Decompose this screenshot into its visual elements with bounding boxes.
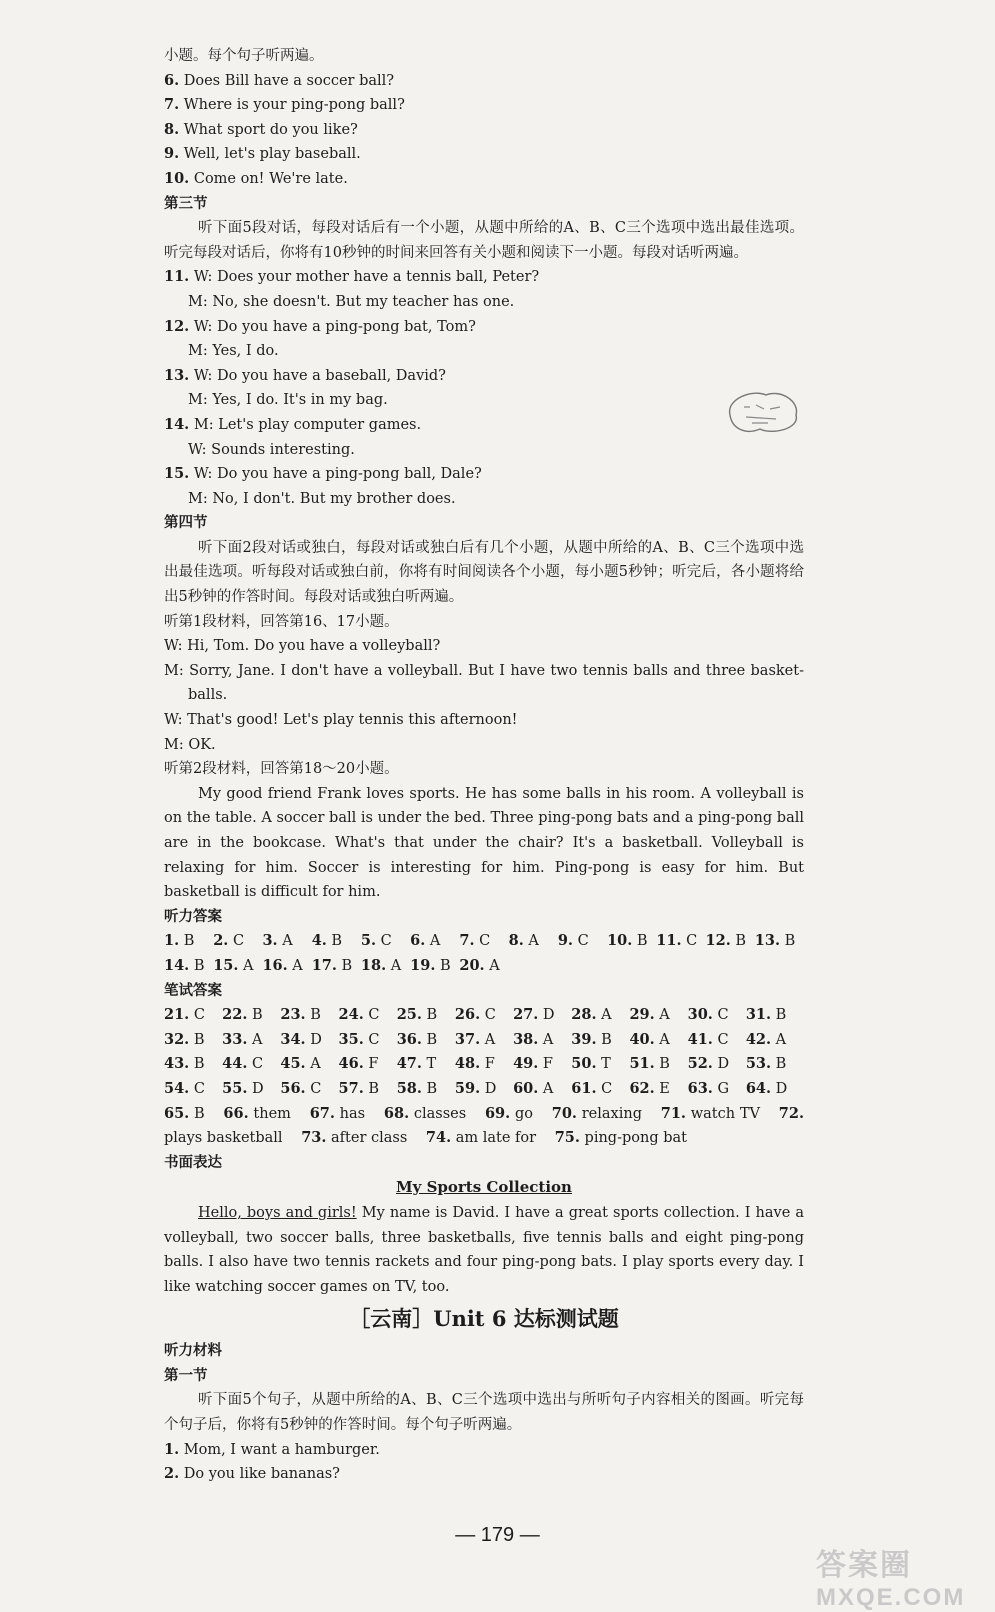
dialogue-line: W: Do you have a baseball, David?: [189, 367, 446, 384]
answer-value: A: [596, 1007, 612, 1024]
answer-number: 17.: [311, 956, 337, 974]
answer-item: [397, 1003, 455, 1028]
answer-value: C: [596, 1080, 613, 1097]
answer-number: 62.: [629, 1079, 655, 1097]
answer-number: 70.: [551, 1104, 577, 1122]
answer-value: B: [363, 1080, 380, 1097]
question-text: What sport do you like?: [179, 121, 358, 138]
answer-value: C: [681, 933, 698, 950]
monologue-text: My good friend Frank loves sports. He has some balls in his room. A volleyball is on the table. A soccer ball is under the bed. Three ping-pong bats and a ping-pong ball are in the bookcase. What's that under the chair? It's a basketball. Volleyball is relaxing for him. Soccer is interesting for him. Ping-pong is easy for him. But basketball is difficult for him.: [164, 785, 804, 901]
question-line: [164, 167, 804, 192]
section-instructions: 听下面2段对话或独白，每段对话或独白后有几个小题，从题中所给的A、B、C三个选项中选出最佳选项。听每段对话或独白前，你将有时间阅读各个小题，每小题5秒钟；听完后，各小题将给出5秒钟的作答时间。每段对话或独白听两遍。: [164, 539, 804, 606]
question-line: [164, 69, 804, 94]
answer-number: 56.: [280, 1079, 306, 1097]
essay-text: My name is David. I have a great sports collection. I have a volleyball, two soccer balls, three basketballs, five tennis balls and eight ping-pong balls. I also have two tennis rackets and four ping-pong bats. I play sports every day. I like watching soccer games on TV, too.: [164, 1204, 804, 1295]
answer-number: 44.: [222, 1055, 248, 1073]
answer-number: 42.: [745, 1030, 772, 1048]
answer-item: [361, 954, 410, 979]
answer-number: 37.: [454, 1030, 481, 1048]
question-number: 14.: [164, 415, 190, 433]
answer-number: 47.: [396, 1055, 422, 1073]
answer-value: A: [484, 957, 500, 974]
answer-value: B: [435, 957, 451, 974]
answer-item: [513, 1003, 571, 1028]
question-line: [164, 1462, 804, 1487]
answer-number: 59.: [454, 1079, 481, 1097]
essay-greeting: Hello, boys and girls!: [198, 1204, 357, 1221]
answer-value: D: [712, 1056, 730, 1073]
answer-value: C: [228, 933, 245, 950]
answer-value: C: [305, 1080, 322, 1097]
answer-value: B: [336, 957, 353, 974]
dialogue-line: M: Sorry, Jane. I don't have a volleyball. But I have two tennis balls and three basket-balls.: [164, 662, 804, 704]
question-line: [164, 142, 804, 167]
answer-number: 61.: [571, 1079, 597, 1097]
answer-value: A: [386, 957, 402, 974]
answer-value: B: [421, 1031, 438, 1048]
answer-number: 71.: [660, 1104, 686, 1122]
answer-number: 7.: [459, 932, 475, 950]
answer-number: 50.: [571, 1055, 597, 1073]
answer-value: C: [363, 1007, 380, 1024]
answer-value: B: [421, 1080, 438, 1097]
answer-value: A: [247, 1031, 263, 1048]
answer-value: C: [572, 933, 589, 950]
answer-item: [339, 1052, 397, 1077]
essay-title-line: [164, 1175, 804, 1201]
answer-item: [755, 929, 804, 954]
answer-number: 24.: [338, 1006, 364, 1024]
answer-value: A: [538, 1080, 554, 1097]
dialogue-line: M: OK.: [164, 736, 216, 753]
answer-item: [688, 1077, 746, 1102]
page-number: — 179 —: [455, 1524, 540, 1546]
answer-item: [339, 1077, 397, 1102]
essay-body: [164, 1201, 804, 1299]
answer-number: 19.: [410, 956, 436, 974]
answer-number: 27.: [513, 1006, 539, 1024]
answer-number: 58.: [396, 1079, 422, 1097]
answer-item: [629, 1028, 687, 1053]
dialogue-line: W: That's good! Let's play tennis this afternoon!: [164, 712, 518, 729]
dialogue-line: W: Sounds interesting.: [188, 441, 355, 458]
answer-item: [746, 1077, 804, 1102]
answer-value: watch TV: [685, 1105, 760, 1122]
answer-item: [280, 1052, 338, 1077]
answer-value: B: [326, 933, 343, 950]
answer-value: after class: [326, 1130, 408, 1147]
dialogue-line: M: No, I don't. But my brother does.: [188, 490, 456, 507]
answer-item: [688, 1003, 746, 1028]
answer-item: [262, 954, 311, 979]
question-text: Well, let's play baseball.: [179, 146, 361, 163]
answer-value: them: [248, 1105, 291, 1122]
answer-number: 1.: [164, 932, 180, 950]
answer-value: A: [654, 1007, 670, 1024]
answer-number: 15.: [213, 956, 239, 974]
question-line: [164, 1438, 804, 1463]
answer-item: [397, 1077, 455, 1102]
answer-number: 4.: [311, 932, 327, 950]
dialogue-line: M: Yes, I do.: [188, 343, 279, 360]
answer-item: [555, 1130, 687, 1146]
dialogue-15: [164, 462, 804, 511]
answer-value: B: [189, 1056, 205, 1073]
answer-item: [339, 1003, 397, 1028]
answer-number: 8.: [508, 932, 524, 950]
answer-item: [310, 1106, 365, 1122]
watermark-logo: [816, 1540, 965, 1612]
section-heading: 听力材料: [164, 1342, 222, 1360]
answer-item: [164, 1003, 222, 1028]
answer-number: 48.: [454, 1055, 481, 1073]
section-instructions: 听下面5段对话，每段对话后有一个小题，从题中所给的A、B、C三个选项中选出最佳选项。听完每段对话后，你将有10秒钟的时间来回答有关小题和阅读下一小题。每段对话听两遍。: [164, 220, 804, 261]
answer-value: go: [510, 1105, 533, 1122]
answer-number: 55.: [222, 1079, 248, 1097]
answer-number: 64.: [745, 1079, 772, 1097]
answer-value: A: [523, 933, 539, 950]
question-number: 9.: [164, 145, 180, 163]
answer-number: 9.: [557, 932, 573, 950]
answer-item: [164, 1052, 222, 1077]
answer-item: [455, 1077, 513, 1102]
answer-item: [455, 1003, 513, 1028]
question-number: 1.: [164, 1440, 180, 1458]
answer-item: [455, 1052, 513, 1077]
answer-value: B: [771, 1007, 787, 1024]
answer-value: C: [189, 1007, 205, 1024]
answer-item: [459, 929, 508, 954]
question-number: 7.: [164, 96, 180, 114]
answer-value: C: [363, 1031, 380, 1048]
answer-number: 65.: [164, 1104, 190, 1122]
answer-value: F: [538, 1056, 553, 1073]
answer-number: 12.: [705, 932, 731, 950]
answer-item: [552, 1106, 642, 1122]
answer-number: 23.: [280, 1006, 306, 1024]
answer-item: [397, 1052, 455, 1077]
dialogue-line: M: No, she doesn't. But my teacher has one.: [188, 293, 515, 310]
answer-number: 2.: [213, 932, 229, 950]
dialogue-line: W: Do you have a ping-pong ball, Dale?: [189, 466, 482, 483]
answer-number: 53.: [745, 1055, 772, 1073]
answer-number: 45.: [280, 1055, 306, 1073]
answer-item: [513, 1077, 571, 1102]
answer-item: [280, 1077, 338, 1102]
answer-number: 46.: [338, 1055, 364, 1073]
dialogue-line: W: Hi, Tom. Do you have a volleyball?: [164, 638, 441, 655]
answer-item: [164, 954, 213, 979]
answer-value: A: [654, 1031, 670, 1048]
answer-number: 52.: [687, 1055, 713, 1073]
answer-number: 16.: [262, 956, 288, 974]
answer-value: A: [277, 933, 293, 950]
answer-value: A: [480, 1031, 496, 1048]
answer-item: [455, 1028, 513, 1053]
answer-number: 28.: [571, 1006, 597, 1024]
written-answers: [164, 1003, 804, 1101]
answer-value: F: [480, 1056, 495, 1073]
answer-item: [459, 954, 508, 979]
essay-title: My Sports Collection: [396, 1178, 572, 1197]
answer-value: A: [287, 957, 303, 974]
dialogue-line: M: Yes, I do. It's in my bag.: [188, 392, 388, 409]
answer-value: F: [363, 1056, 379, 1073]
answer-value: C: [480, 1007, 496, 1024]
answer-value: B: [780, 933, 796, 950]
answer-number: 21.: [164, 1006, 190, 1024]
seal-stamp-icon: [722, 385, 802, 437]
answer-value: E: [654, 1080, 670, 1097]
answer-number: 49.: [513, 1055, 539, 1073]
answer-number: 66.: [223, 1104, 249, 1122]
answer-number: 39.: [571, 1030, 597, 1048]
answer-number: 43.: [164, 1055, 190, 1073]
dialogue-13: [164, 364, 804, 413]
answer-number: 36.: [396, 1030, 422, 1048]
answer-value: plays basketball: [164, 1130, 283, 1147]
answer-item: [513, 1028, 571, 1053]
answer-item: [222, 1052, 280, 1077]
answer-number: 22.: [222, 1006, 248, 1024]
answer-item: [213, 954, 262, 979]
answer-number: 54.: [164, 1079, 190, 1097]
answer-item: [262, 929, 311, 954]
answer-value: B: [421, 1007, 438, 1024]
answer-number: 73.: [301, 1129, 327, 1147]
answer-item: [746, 1052, 804, 1077]
answer-value: A: [425, 933, 441, 950]
answer-item: [222, 1003, 280, 1028]
question-text: Come on! We're late.: [189, 170, 348, 187]
answer-number: 63.: [687, 1079, 713, 1097]
answer-value: B: [632, 933, 648, 950]
answer-value: T: [421, 1056, 437, 1073]
answer-item: [164, 929, 213, 954]
answer-item: [629, 1077, 687, 1102]
answer-item: [164, 1106, 205, 1122]
answer-item: [656, 929, 705, 954]
question-text: Do you like bananas?: [179, 1466, 340, 1483]
answer-item: [571, 1003, 629, 1028]
question-number: 10.: [164, 169, 190, 187]
answer-item: [426, 1130, 536, 1146]
answer-number: 68.: [383, 1104, 410, 1122]
answer-number: 11.: [656, 932, 682, 950]
answer-value: B: [305, 1007, 321, 1024]
answer-item: [688, 1052, 746, 1077]
question-number: 15.: [164, 465, 190, 483]
answer-value: C: [712, 1007, 729, 1024]
answer-number: 60.: [513, 1079, 539, 1097]
dialogue-line: W: Does your mother have a tennis ball, Peter?: [189, 269, 540, 286]
answer-value: classes: [409, 1105, 467, 1122]
answer-number: 13.: [754, 932, 780, 950]
answer-item: [571, 1052, 629, 1077]
dialogue-line: W: Do you have a ping-pong bat, Tom?: [189, 318, 476, 335]
answer-item: [280, 1028, 338, 1053]
answer-number: 38.: [513, 1030, 539, 1048]
answer-value: C: [376, 933, 392, 950]
answer-number: 34.: [280, 1030, 306, 1048]
section-instructions: 听下面5个句子，从题中所给的A、B、C三个选项中选出与所听句子内容相关的图画。听完每个句子后，你将有5秒钟的作答时间。每个句子听两遍。: [164, 1392, 804, 1434]
answer-item: [397, 1028, 455, 1053]
answer-value: ping-pong bat: [579, 1130, 687, 1147]
question-line: [164, 93, 804, 118]
text-line: 小题。每个句子听两遍。: [164, 48, 324, 64]
answer-item: [485, 1106, 533, 1122]
dialogue-14: [164, 413, 804, 462]
question-number: 12.: [164, 317, 190, 335]
answer-item: [164, 1077, 222, 1102]
answer-value: B: [596, 1031, 612, 1048]
answer-number: 33.: [222, 1030, 248, 1048]
answer-number: 20.: [459, 956, 485, 974]
answer-number: 10.: [607, 932, 633, 950]
unit-title: ［云南］Unit 6 达标测试题: [349, 1306, 619, 1332]
answer-value: B: [654, 1056, 670, 1073]
answer-value: A: [771, 1031, 787, 1048]
watermark-top: 答案圈: [816, 1549, 912, 1582]
answer-value: B: [189, 957, 205, 974]
section-heading: 第四节: [164, 514, 208, 532]
answer-item: [213, 929, 262, 954]
answer-number: 32.: [164, 1030, 190, 1048]
question-number: 6.: [164, 71, 180, 89]
answer-value: B: [771, 1056, 787, 1073]
answer-item: [280, 1003, 338, 1028]
answer-value: D: [480, 1080, 497, 1097]
answer-item: [222, 1077, 280, 1102]
answer-item: [222, 1028, 280, 1053]
answer-value: B: [179, 933, 195, 950]
answer-value: B: [189, 1105, 205, 1122]
answers-heading: 笔试答案: [164, 981, 222, 999]
answer-number: 67.: [309, 1104, 335, 1122]
answer-number: 35.: [338, 1030, 364, 1048]
answer-number: 51.: [629, 1055, 655, 1073]
material-heading: 听第1段材料，回答第16、17小题。: [164, 613, 399, 630]
answer-number: 5.: [360, 932, 377, 950]
answer-value: B: [189, 1031, 205, 1048]
answer-value: C: [247, 1056, 264, 1073]
answer-number: 31.: [745, 1006, 772, 1024]
answer-number: 40.: [629, 1030, 655, 1048]
answer-item: [607, 929, 656, 954]
dialogue-11: [164, 265, 804, 314]
answer-item: [571, 1077, 629, 1102]
answer-item: [571, 1028, 629, 1053]
answers-heading: 听力答案: [164, 907, 222, 925]
answer-item: [661, 1106, 760, 1122]
answer-item: [164, 1028, 222, 1053]
answer-item: [339, 1028, 397, 1053]
question-number: 13.: [164, 366, 190, 384]
answer-value: T: [596, 1056, 611, 1073]
answer-value: D: [538, 1007, 555, 1024]
answer-item: [312, 929, 361, 954]
section-heading: 第一节: [164, 1366, 208, 1384]
answer-number: 75.: [554, 1129, 580, 1147]
answer-item: [746, 1003, 804, 1028]
answer-value: A: [305, 1056, 321, 1073]
answer-item: [410, 954, 459, 979]
fill-in-answers: [164, 1102, 804, 1151]
page-content: [164, 44, 804, 1487]
answer-number: 14.: [164, 956, 190, 974]
question-number: 8.: [164, 120, 180, 138]
answer-number: 41.: [687, 1030, 713, 1048]
answer-item: [223, 1106, 291, 1122]
material-heading: 听第2段材料，回答第18～20小题。: [164, 761, 399, 778]
answer-value: B: [247, 1007, 263, 1024]
answer-item: [361, 929, 410, 954]
question-text: Where is your ping-pong ball?: [179, 97, 405, 114]
answer-item: [629, 1052, 687, 1077]
answer-number: 74.: [425, 1129, 452, 1147]
answer-number: 6.: [410, 932, 426, 950]
section-heading: 书面表达: [164, 1153, 222, 1171]
answer-number: 30.: [687, 1006, 713, 1024]
question-line: [164, 118, 804, 143]
dialogue-12: [164, 315, 804, 364]
answer-item: [688, 1028, 746, 1053]
answer-item: [410, 929, 459, 954]
answer-item: [558, 929, 607, 954]
question-text: Mom, I want a hamburger.: [179, 1441, 380, 1458]
answer-number: 26.: [454, 1006, 481, 1024]
answer-value: B: [730, 933, 747, 950]
dialogue-line: M: Let's play computer games.: [189, 416, 422, 433]
answer-value: C: [189, 1080, 205, 1097]
answer-number: 3.: [262, 932, 278, 950]
question-text: Does Bill have a soccer ball?: [179, 72, 395, 89]
question-number: 11.: [164, 268, 190, 286]
answer-item: [629, 1003, 687, 1028]
answer-item: [513, 1052, 571, 1077]
answer-value: D: [247, 1080, 264, 1097]
listening-answers: [164, 929, 804, 978]
answer-number: 69.: [484, 1104, 511, 1122]
question-number: 2.: [164, 1465, 180, 1483]
answer-value: am late for: [451, 1130, 537, 1147]
answer-item: [706, 929, 755, 954]
answer-item: [746, 1028, 804, 1053]
answer-number: 29.: [629, 1006, 655, 1024]
answer-number: 72.: [778, 1104, 804, 1122]
answer-value: relaxing: [576, 1105, 642, 1122]
section-heading: 第三节: [164, 194, 208, 212]
answer-item: [384, 1106, 466, 1122]
answer-value: A: [538, 1031, 554, 1048]
answer-value: A: [238, 957, 254, 974]
answer-value: D: [305, 1031, 322, 1048]
answer-value: has: [334, 1105, 366, 1122]
answer-item: [301, 1130, 407, 1146]
answer-value: D: [771, 1080, 788, 1097]
answer-value: G: [712, 1080, 730, 1097]
answer-item: [312, 954, 361, 979]
watermark-bottom: MXQE.COM: [816, 1584, 966, 1611]
answer-number: 25.: [396, 1006, 422, 1024]
answer-value: C: [474, 933, 491, 950]
answer-item: [509, 929, 558, 954]
answer-value: C: [712, 1031, 729, 1048]
answer-number: 57.: [338, 1079, 364, 1097]
answer-number: 18.: [360, 956, 387, 974]
